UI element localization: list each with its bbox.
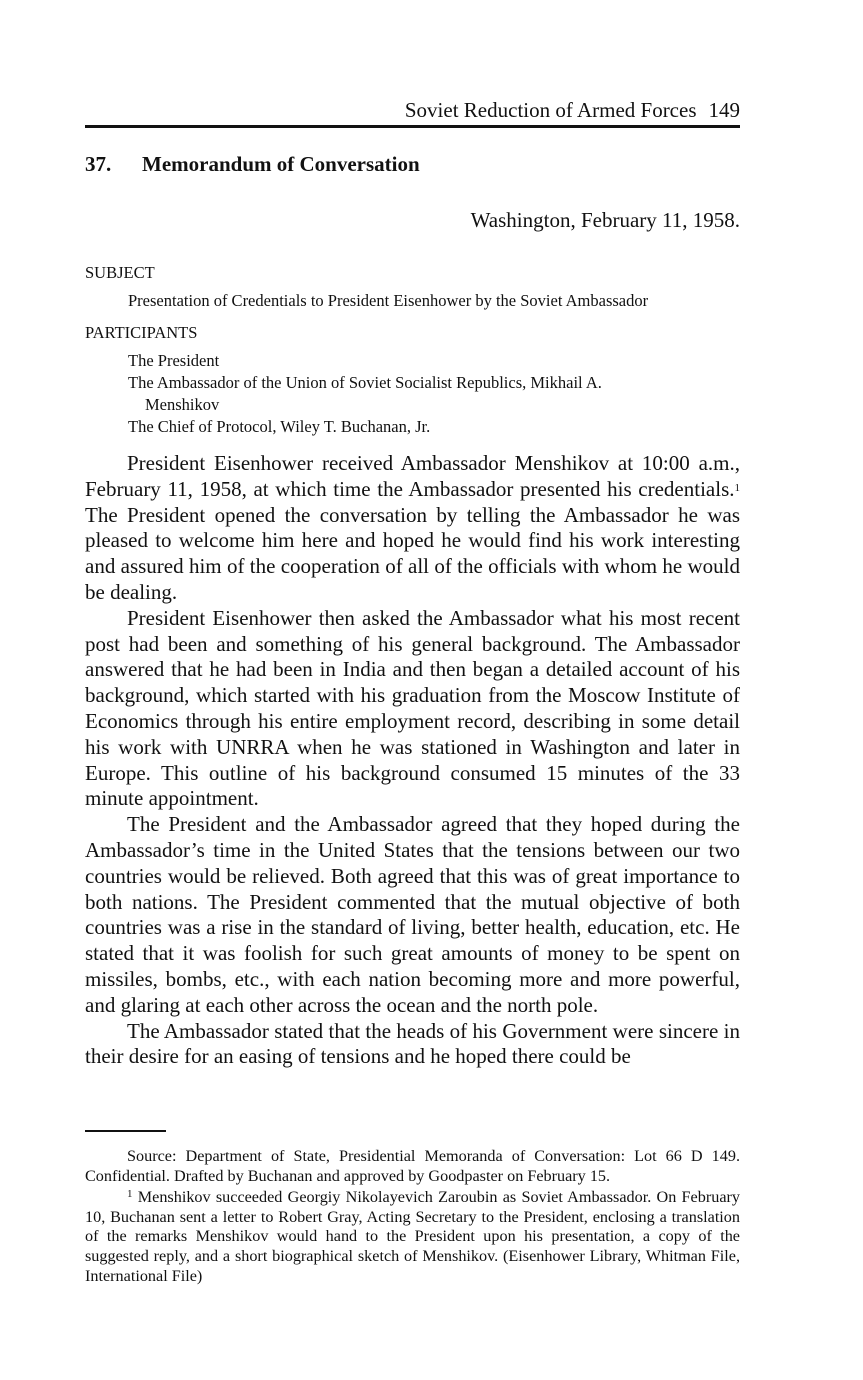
footnote <box>85 1188 740 1286</box>
body-paragraph <box>85 451 740 606</box>
running-head-title: Soviet Reduction of Armed Forces <box>404 98 697 122</box>
body-paragraph: President Eisenhower then asked the Ambassador what his most recent post had been and something of his general background. The Ambassador answered that he had been in India and then began a detailed account of his background, which started with his graduation from the Moscow Institute of Economics through his entire employment record, describing in some detail his work with UNRRA when he was stationed in Washington and later in Europe. This outline of his background consumed 15 minutes of the 33 minute appointment. <box>85 605 740 811</box>
body-paragraph: The Ambassador stated that the heads of his Government were sincere in their desire for an easing of tensions and he hoped there could be <box>85 1018 740 1069</box>
footnote-text: Menshikov succeeded Georgiy Nikolayevich Zaroubin as Soviet Ambassador. On February 10, Buchanan sent a letter to Robert Gray, Acting Secretary to the President, enclosing a translation of the remarks Menshikov would hand to the President upon his presentation, a copy of the suggested reply, and a short biographical sketch of Menshikov. (Eisenhower Library, Whitman File, International File) <box>85 1188 740 1285</box>
document-title: Memorandum of Conversation <box>142 152 420 176</box>
participants-label: PARTICIPANTS <box>85 323 198 342</box>
document-heading <box>85 151 420 177</box>
source-note: Source: Department of State, Presidential Memoranda of Conversation: Lot 66 D 149. Confidential. Drafted by Buchanan and approved by Goodpaster on February 15. <box>85 1147 740 1185</box>
subject-text: Presentation of Credentials to President Eisenhower by the Soviet Ambassador <box>128 291 649 310</box>
participant-item: The President <box>128 351 220 370</box>
footnote-marker: 1 <box>127 1188 133 1201</box>
body-text: President Eisenhower received Ambassador Menshikov at 10:00 a.m., February 11, 1958, at which time the Ambassador presented his credentials. <box>85 451 740 501</box>
subject-label: SUBJECT <box>85 263 155 282</box>
footnote-reference: 1 <box>734 481 740 494</box>
participant-item-continuation: Menshikov <box>145 395 220 414</box>
body-paragraph: The President and the Ambassador agreed that they hoped during the Ambassador’s time in the United States that the tensions between our two countries would be relieved. Both agreed that this was of great importance to both nations. The President commented that the mutual objective of both countries was a rise in the standard of living, better health, education, etc. He stated that it was foolish for such great amounts of money to be spent on missiles, bombs, etc., with each nation becoming more and more powerful, and glaring at each other across the ocean and the north pole. <box>85 812 740 1017</box>
dateline: Washington, February 11, 1958. <box>470 208 740 232</box>
body-text: The President opened the conversation by telling the Ambassador he was pleased to welcome him here and hoped he would find his work interesting and assured him of the cooperation of all of the officials with whom he would be dealing. <box>85 502 740 604</box>
participant-item: The Ambassador of the Union of Soviet Socialist Republics, Mikhail A. <box>128 373 602 392</box>
running-head <box>85 96 740 124</box>
document-page <box>85 0 740 1380</box>
header-rule <box>85 125 740 128</box>
footnotes <box>85 1147 740 1288</box>
memorandum-body <box>85 451 740 1070</box>
footnote-rule <box>85 1130 166 1132</box>
page-number: 149 <box>708 98 740 122</box>
document-number: 37. <box>85 152 112 176</box>
participant-item: The Chief of Protocol, Wiley T. Buchanan, Jr. <box>128 417 431 436</box>
